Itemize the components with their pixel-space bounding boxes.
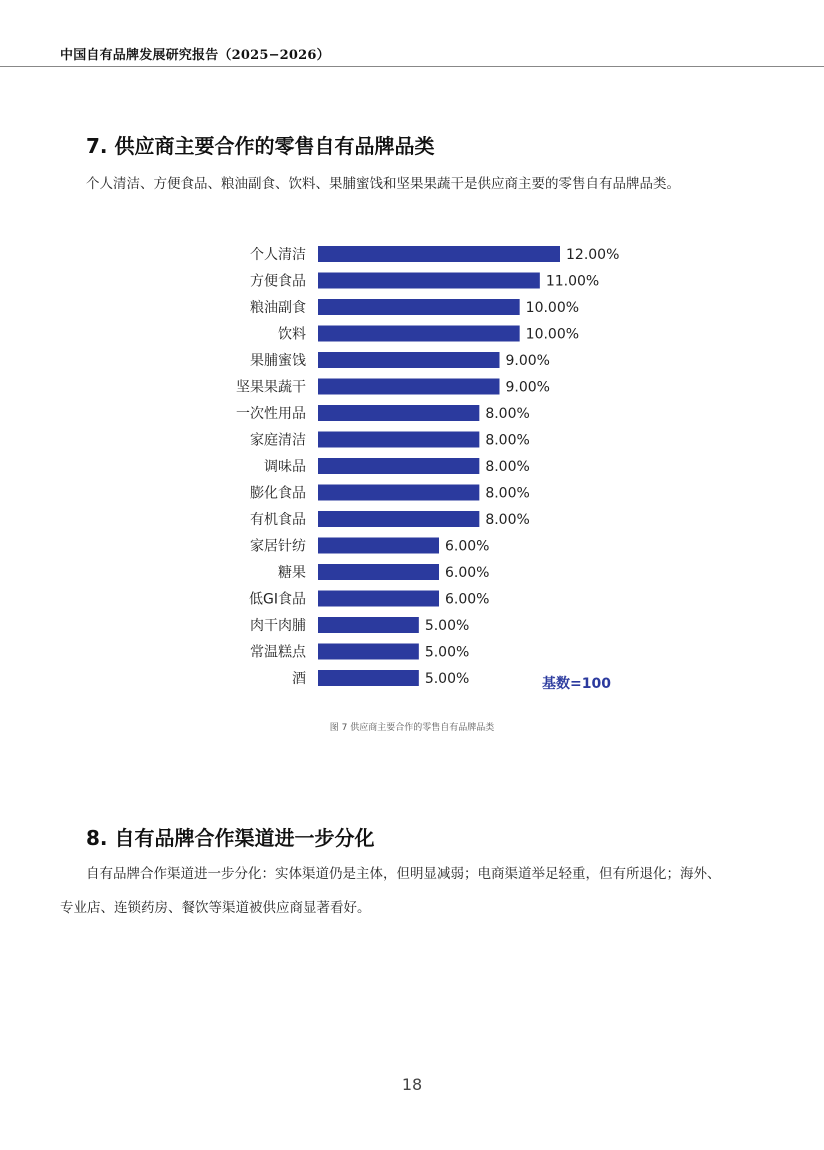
section-7-title: 7. 供应商主要合作的零售自有品牌品类 xyxy=(86,134,435,158)
bar xyxy=(318,326,520,342)
data-label: 11.00% xyxy=(545,273,600,290)
category-label: 饮料 xyxy=(278,326,306,343)
bar xyxy=(318,617,419,633)
section-7-paragraph: 个人清洁、方便食品、粮油副食、饮料、果脯蜜饯和坚果果蔬干是供应商主要的零售自有品牌品类。 xyxy=(86,176,680,192)
category-label: 膨化食品 xyxy=(250,485,306,502)
category-label: 粮油副食 xyxy=(250,300,306,316)
data-label: 9.00% xyxy=(505,379,550,396)
bar xyxy=(318,299,520,315)
bar xyxy=(318,644,419,660)
bar xyxy=(318,458,479,474)
category-label: 一次性用品 xyxy=(236,406,306,422)
section-8-paragraph-line2: 专业店、连锁药房、餐饮等渠道被供应商显著看好。 xyxy=(60,900,371,916)
category-label: 有机食品 xyxy=(250,512,306,528)
category-label: 调味品 xyxy=(264,459,306,475)
bar xyxy=(318,273,540,289)
category-label: 肉干肉脯 xyxy=(250,618,306,634)
category-label: 酒 xyxy=(292,671,306,687)
data-label: 5.00% xyxy=(424,644,470,661)
data-label: 10.00% xyxy=(525,326,580,343)
bar xyxy=(318,511,479,527)
data-label: 9.00% xyxy=(505,353,550,369)
bar xyxy=(318,564,439,580)
category-label: 家庭清洁 xyxy=(250,432,306,449)
header-rule xyxy=(0,66,824,67)
bar xyxy=(318,352,500,368)
bar-chart xyxy=(220,240,640,700)
data-label: 5.00% xyxy=(424,671,470,687)
data-label: 5.00% xyxy=(424,618,470,634)
category-label: 常温糕点 xyxy=(250,644,306,661)
figure-caption: 图 7 供应商主要合作的零售自有品牌品类 xyxy=(329,723,495,733)
bar xyxy=(318,432,479,448)
data-label: 6.00% xyxy=(445,538,490,555)
base-annotation: 基数=100 xyxy=(542,676,611,692)
data-label: 8.00% xyxy=(485,485,530,502)
category-label: 方便食品 xyxy=(250,273,306,290)
category-label: 低GI食品 xyxy=(249,591,306,608)
category-label: 糖果 xyxy=(278,565,306,581)
category-label: 个人清洁 xyxy=(250,247,306,263)
data-label: 8.00% xyxy=(485,512,530,528)
data-label: 8.00% xyxy=(485,406,530,422)
bar xyxy=(318,379,500,395)
data-label: 6.00% xyxy=(445,591,490,608)
section-8-title: 8. 自有品牌合作渠道进一步分化 xyxy=(86,826,375,850)
bar xyxy=(318,405,479,421)
running-header: 中国自有品牌发展研究报告（2025−2026） xyxy=(60,48,330,63)
bar xyxy=(318,246,560,262)
data-label: 12.00% xyxy=(566,247,620,263)
bar xyxy=(318,591,439,607)
bar xyxy=(318,538,439,554)
category-label: 家居针纺 xyxy=(250,538,306,555)
category-label: 果脯蜜饯 xyxy=(250,353,306,369)
data-label: 6.00% xyxy=(445,565,490,581)
category-label: 坚果果蔬干 xyxy=(236,379,306,396)
bar xyxy=(318,485,479,501)
data-label: 10.00% xyxy=(525,300,580,316)
data-label: 8.00% xyxy=(485,432,530,449)
page-number: 18 xyxy=(401,1075,423,1094)
data-label: 8.00% xyxy=(485,459,530,475)
bar xyxy=(318,670,419,686)
section-8-paragraph-line1: 自有品牌合作渠道进一步分化：实体渠道仍是主体，但明显减弱；电商渠道举足轻重，但有所退化；海外、 xyxy=(86,866,721,882)
